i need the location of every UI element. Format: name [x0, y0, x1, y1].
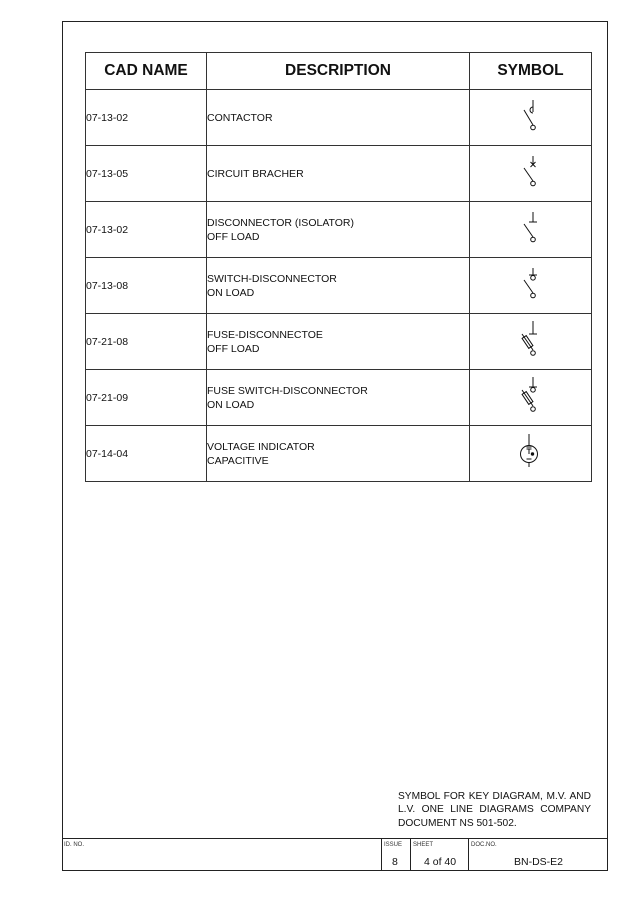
description-line: DISCONNECTOR (ISOLATOR): [207, 216, 355, 229]
description-line: CAPACITIVE: [207, 454, 269, 467]
cad-name-cell: 07-13-08: [86, 258, 207, 314]
fuse-switch-disconnector-symbol-icon: [516, 376, 546, 420]
symbol-cell: [470, 146, 592, 202]
cad-name-cell: 07-13-02: [86, 90, 207, 146]
voltage-indicator-symbol-icon: [516, 432, 546, 476]
description-cell: [207, 370, 470, 426]
doc-no-value: BN-DS-E2: [514, 856, 564, 868]
issue-label: ISSUE: [384, 842, 403, 848]
description-line: FUSE SWITCH-DISCONNECTOR: [207, 384, 368, 397]
sheet-value: 4 of 40: [424, 856, 457, 868]
sheet-label: SHEET: [413, 842, 434, 848]
cad-name-cell: 07-21-08: [86, 314, 207, 370]
cad-name-cell: 07-21-09: [86, 370, 207, 426]
description-cell: [207, 146, 470, 202]
footer-divider: [62, 838, 608, 839]
table-row: [86, 426, 592, 482]
description-line: ON LOAD: [207, 286, 255, 299]
cad-name-cell: 07-13-02: [86, 202, 207, 258]
table-row: [86, 90, 592, 146]
table-header-row: [86, 53, 592, 90]
switch-disconnector-symbol-icon: [516, 266, 546, 306]
symbol-table: [85, 52, 592, 482]
footer-divider: [468, 838, 469, 871]
header-cad-name: CAD NAME: [86, 53, 207, 90]
symbol-cell: [470, 370, 592, 426]
cad-name-cell: 07-14-04: [86, 426, 207, 482]
description-line: OFF LOAD: [207, 342, 260, 355]
symbol-cell: [470, 202, 592, 258]
symbol-cell: [470, 90, 592, 146]
description-cell: [207, 258, 470, 314]
table-row: [86, 202, 592, 258]
table-row: [86, 146, 592, 202]
description-line: SWITCH-DISCONNECTOR: [207, 272, 337, 285]
description-cell: [207, 90, 470, 146]
table-row: [86, 258, 592, 314]
symbol-cell: [470, 426, 592, 482]
table-row: [86, 314, 592, 370]
doc-no-label: DOC.NO.: [471, 842, 497, 848]
description-cell: [207, 426, 470, 482]
description-line: OFF LOAD: [207, 230, 260, 243]
contactor-symbol-icon: [516, 98, 546, 138]
document-title-block: SYMBOL FOR KEY DIAGRAM, M.V. AND L.V. ONE LINE DIAGRAMS COMPANY DOCUMENT NS 501-502.: [398, 791, 591, 829]
description-cell: [207, 202, 470, 258]
symbol-cell: [470, 258, 592, 314]
circuit-breaker-symbol-icon: [516, 154, 546, 194]
cad-name-cell: 07-13-05: [86, 146, 207, 202]
description-line: VOLTAGE INDICATOR: [207, 440, 315, 453]
header-description: DESCRIPTION: [207, 53, 470, 90]
footer-divider: [381, 838, 382, 871]
description-cell: [207, 314, 470, 370]
fuse-disconnector-symbol-icon: [516, 320, 546, 364]
id-no-label: ID. NO.: [64, 842, 85, 848]
description-line: FUSE-DISCONNECTOE: [207, 328, 323, 341]
description-line: ON LOAD: [207, 398, 255, 411]
header-symbol: SYMBOL: [470, 53, 592, 90]
table-row: [86, 370, 592, 426]
footer-divider: [410, 838, 411, 871]
description-line: CONTACTOR: [207, 111, 273, 124]
issue-value: 8: [392, 856, 398, 868]
disconnector-symbol-icon: [516, 210, 546, 250]
symbol-cell: [470, 314, 592, 370]
description-line: CIRCUIT BRACHER: [207, 167, 304, 180]
